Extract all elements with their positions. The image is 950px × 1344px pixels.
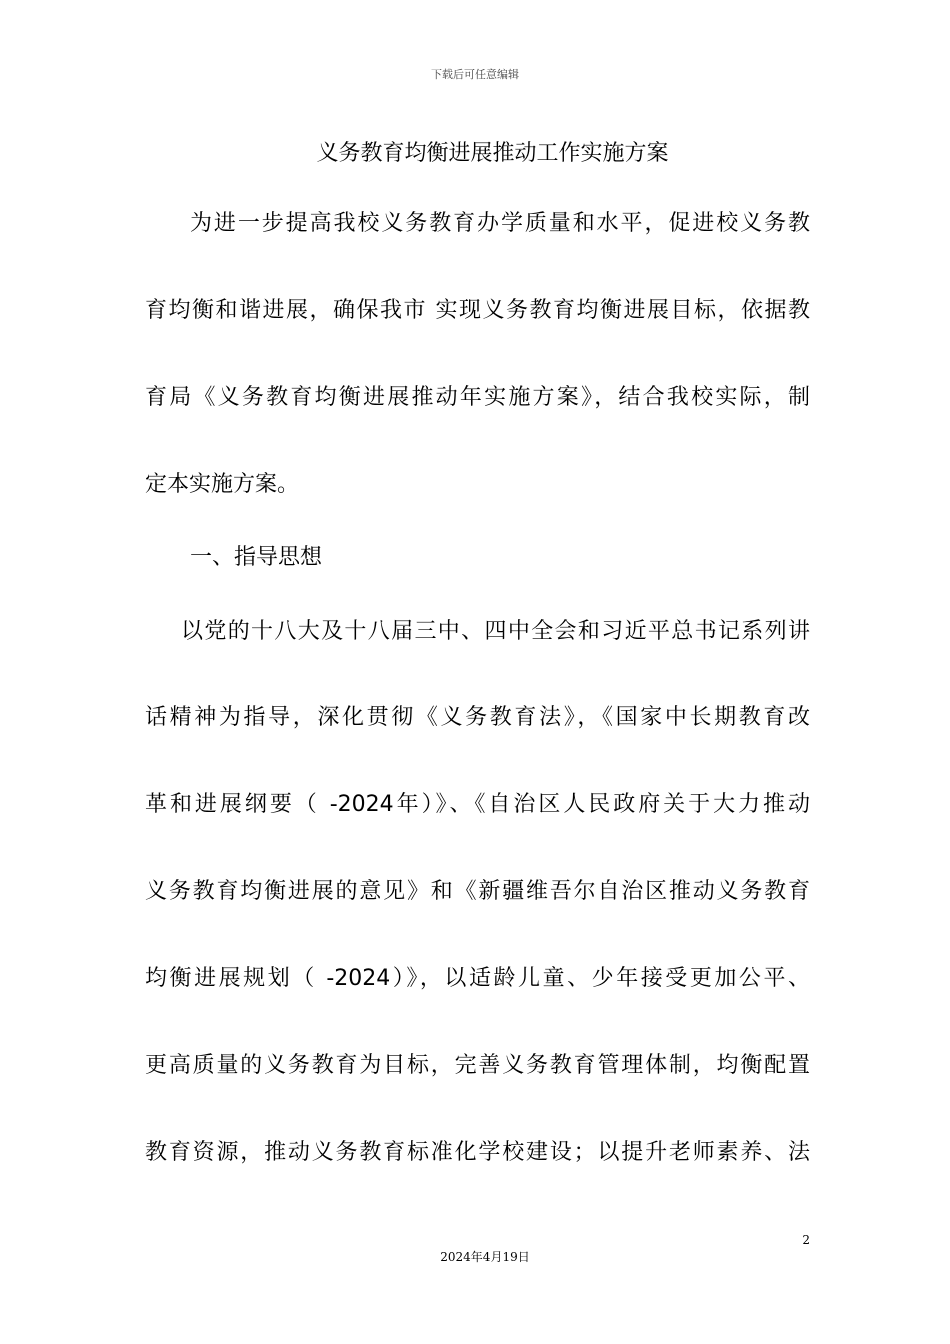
paragraph-line: 均衡进展规划（ -2024）》，以适龄儿童、少年接受更加公平、 (145, 966, 810, 991)
paragraph-line: 以党的十八大及十八届三中、四中全会和习近平总书记系列讲 (181, 619, 810, 644)
paragraph-line: 革和进展纲要（ -2024年）》、《自治区人民政府关于大力推动 (145, 792, 810, 817)
paragraph-line: 为进一步提高我校义务教育办学质量和水平，促进校义务教 (190, 211, 810, 236)
page-number: 2 (802, 1233, 810, 1247)
section-heading: 一、指导思想 (190, 545, 323, 570)
paragraph-line: 义务教育均衡进展的意见》和《新疆维吾尔自治区推动义务教育 (145, 879, 810, 904)
footer-date: 2024年4月19日 (440, 1250, 530, 1264)
paragraph-line: 育均衡和谐进展，确保我市 实现义务教育均衡进展目标，依据教 (145, 298, 810, 323)
paragraph-line: 育局《义务教育均衡进展推动年实施方案》，结合我校实际，制 (145, 385, 810, 410)
paragraph-line: 更高质量的义务教育为目标，完善义务教育管理体制，均衡配置 (145, 1053, 810, 1078)
document-title: 义务教育均衡进展推动工作实施方案 (316, 141, 669, 166)
paragraph-line: 定本实施方案。 (145, 472, 300, 497)
paragraph-line: 话精神为指导，深化贯彻《义务教育法》，《国家中长期教育改 (145, 705, 810, 730)
paragraph-line: 教育资源，推动义务教育标准化学校建设；以提升老师素养、法 (145, 1140, 810, 1165)
header-note: 下载后可任意编辑 (431, 68, 519, 81)
